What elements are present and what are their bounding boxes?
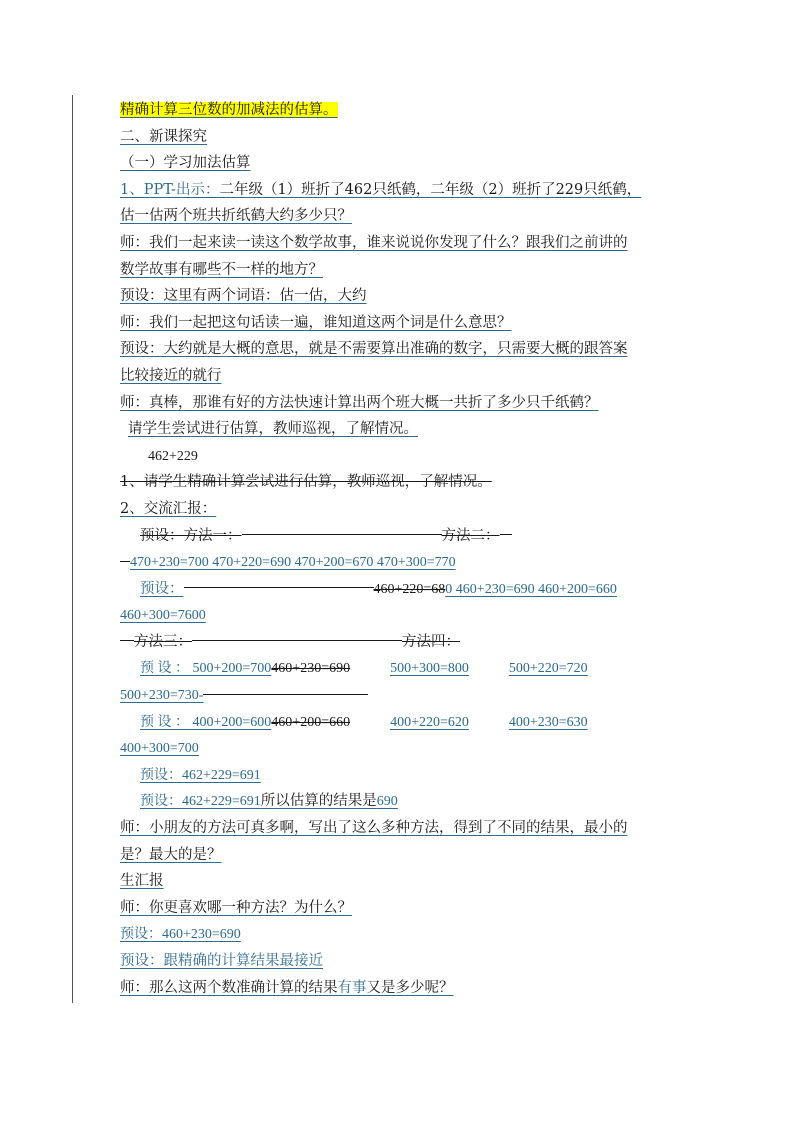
- doc-line-10: 预设：大约就是大概的意思，就是不需要算出准确的数字，只需要大概的跟答案: [120, 341, 628, 358]
- doc-line-28: 师：小朋友的方法可真多啊，写出了这么多种方法，得到了不同的结果，最小的: [120, 820, 628, 837]
- doc-line-33: 预设：跟精确的计算结果最接近: [120, 953, 323, 969]
- section-heading: 二、新课探究: [120, 128, 207, 145]
- doc-line-30: 生汇报: [120, 873, 164, 890]
- doc-line-27: 预设：462+229=691所以估算的结果是690: [140, 793, 398, 810]
- document-body: [120, 97, 680, 1001]
- doc-line-6: 师：我们一起来读一读这个数学故事，谁来说说你发现了什么？跟我们之前讲的: [120, 234, 628, 251]
- doc-line-1: [120, 97, 680, 124]
- method-four-results: 预 设 ： 400+200=600460+200=660 400+220=620 400+230=630: [140, 714, 588, 730]
- doc-line-32: 预设：460+230=690: [120, 927, 241, 943]
- doc-line-4: 1、PPT-出示：二年级（1）班折了462只纸鹤，二年级（2）班折了229只纸鹤，: [120, 181, 642, 198]
- doc-line-26: 预设：462+229=691: [140, 767, 261, 783]
- strike-bar: [192, 640, 402, 641]
- strike-bar: [203, 694, 368, 695]
- doc-line-12: 师：真棒，那谁有好的方法快速计算出两个班大概一共折了多少只千纸鹤？: [120, 394, 599, 411]
- strike-bar: [120, 640, 134, 641]
- deleted-line: 1、请学生精确计算尝试进行估算，教师巡视，了解情况。: [120, 474, 492, 491]
- strike-bar: [184, 587, 374, 588]
- doc-line-31: 师：你更喜欢哪一种方法？为什么？: [120, 899, 352, 916]
- doc-line-13: 请学生尝试进行估算，教师巡视，了解情况。: [128, 421, 418, 438]
- method-header-1-2: 预设：方法一： 方法二：: [120, 523, 680, 550]
- doc-line-29: 是？最大的是？: [120, 846, 222, 863]
- doc-line-16: 2、交流汇报：: [120, 500, 217, 517]
- doc-line-7: 数学故事有哪些不一样的地方？: [120, 261, 323, 278]
- method-two-results: 预设： 460+220=680 460+230=690 460+200=660: [140, 580, 617, 597]
- doc-line-20: 460+300=7600: [120, 608, 206, 624]
- highlighted-sentence: 精确计算三位数的加减法的估算。: [120, 102, 338, 118]
- page-margin-line: [72, 95, 73, 1003]
- method-one-results: 470+230=700 470+220=690 470+200=670 470+300=770: [120, 549, 680, 576]
- doc-line-25: 400+300=700: [120, 741, 199, 757]
- expression-line: 462+229: [148, 448, 198, 464]
- strike-bar: [120, 561, 130, 562]
- strike-bar: [242, 534, 442, 535]
- subsection-heading: （一）学习加法估算: [120, 155, 251, 172]
- doc-line-8: 预设：这里有两个词语：估一估，大约: [120, 288, 367, 305]
- doc-line-34: 师：那么这两个数准确计算的结果有事又是多少呢？: [120, 979, 454, 996]
- doc-line-23: 500+230=730-: [120, 682, 680, 709]
- method-header-3-4: 方法三： 方法四：: [120, 629, 680, 656]
- method-three-results: 预 设 ： 500+200=700460+230=690 500+300=800 500+220=720: [140, 661, 588, 677]
- doc-line-9: 师：我们一起把这句话读一遍，谁知道这两个词是什么意思？: [120, 314, 512, 331]
- strike-bar: [500, 534, 512, 535]
- doc-line-5: 估一估两个班共折纸鹤大约多少只？: [120, 208, 352, 225]
- doc-line-11: 比较接近的就行: [120, 367, 222, 384]
